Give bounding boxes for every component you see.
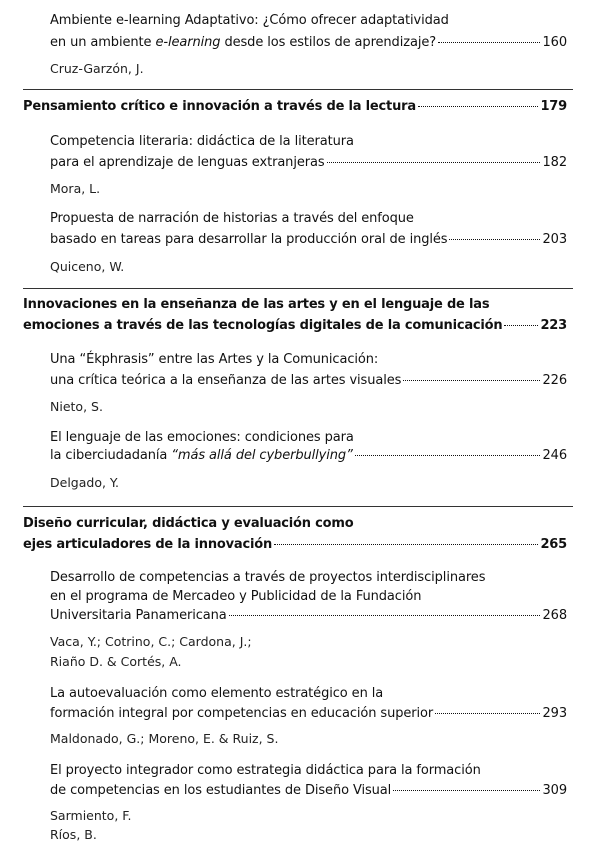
entry-title-line bbox=[50, 155, 567, 170]
section-title-line bbox=[23, 318, 567, 333]
section-title-line: Innovaciones en la enseñanza de las artes y en el lenguaje de las bbox=[23, 297, 490, 312]
dot-leader bbox=[327, 162, 541, 163]
entry-author: Delgado, Y. bbox=[50, 475, 119, 490]
dot-leader bbox=[355, 455, 541, 456]
dot-leader bbox=[418, 106, 539, 107]
entry-author: Riaño D. & Cortés, A. bbox=[50, 654, 182, 669]
entry-title-line: en el programa de Mercadeo y Publicidad de la Fundación bbox=[50, 589, 422, 604]
entry-title-line: Ambiente e-learning Adaptativo: ¿Cómo ofrecer adaptatividad bbox=[50, 13, 449, 28]
entry-title-line: El proyecto integrador como estrategia didáctica para la formación bbox=[50, 763, 481, 778]
dot-leader bbox=[229, 615, 541, 616]
section-title-line: Diseño curricular, didáctica y evaluación como bbox=[23, 516, 354, 531]
entry-title-line bbox=[50, 448, 567, 463]
entry-title-line: Desarrollo de competencias a través de proyectos interdisciplinares bbox=[50, 570, 486, 585]
entry-author: Vaca, Y.; Cotrino, C.; Cardona, J.; bbox=[50, 634, 252, 649]
page-number: 268 bbox=[542, 608, 567, 623]
section-title-line bbox=[23, 99, 567, 114]
page-number: 309 bbox=[542, 783, 567, 798]
entry-title-text: Universitaria Panamericana bbox=[50, 608, 227, 623]
entry-title-line bbox=[50, 608, 567, 623]
entry-title-line bbox=[50, 783, 567, 798]
entry-author: Ríos, B. bbox=[50, 827, 97, 842]
dot-leader bbox=[393, 790, 540, 791]
entry-title-line bbox=[50, 706, 567, 721]
section-divider bbox=[23, 288, 573, 289]
entry-title-line bbox=[50, 35, 567, 50]
entry-author: Quiceno, W. bbox=[50, 259, 125, 274]
page-number: 246 bbox=[542, 448, 567, 463]
entry-title-line: Propuesta de narración de historias a través del enfoque bbox=[50, 211, 414, 226]
section-title-line bbox=[23, 537, 567, 552]
entry-title-text: basado en tareas para desarrollar la producción oral de inglés bbox=[50, 232, 448, 247]
entry-title-line: El lenguaje de las emociones: condiciones para bbox=[50, 430, 354, 445]
entry-title-line: Una “Ékphrasis” entre las Artes y la Comunicación: bbox=[50, 352, 379, 367]
entry-author: Maldonado, G.; Moreno, E. & Ruiz, S. bbox=[50, 731, 279, 746]
entry-author: Nieto, S. bbox=[50, 399, 103, 414]
entry-title-line bbox=[50, 232, 567, 247]
section-title: emociones a través de las tecnologías digitales de la comunicación bbox=[23, 318, 503, 333]
entry-title-text: una crítica teórica a la enseñanza de las artes visuales bbox=[50, 373, 402, 388]
entry-title-text: formación integral por competencias en educación superior bbox=[50, 706, 434, 721]
entry-title-line: Competencia literaria: didáctica de la literatura bbox=[50, 134, 354, 149]
page-number: 182 bbox=[542, 155, 567, 170]
entry-title-text: de competencias en los estudiantes de Diseño Visual bbox=[50, 783, 392, 798]
dot-leader bbox=[274, 544, 538, 545]
page-number: 160 bbox=[542, 35, 567, 50]
dot-leader bbox=[403, 380, 540, 381]
page-number: 226 bbox=[542, 373, 567, 388]
entry-title-line bbox=[50, 373, 567, 388]
dot-leader bbox=[435, 713, 540, 714]
page-number: 179 bbox=[540, 99, 567, 114]
entry-title-text: la ciberciudadanía “más allá del cyberbullying” bbox=[50, 448, 353, 463]
section-title: ejes articuladores de la innovación bbox=[23, 537, 273, 552]
page-number: 293 bbox=[542, 706, 567, 721]
section-divider bbox=[23, 89, 573, 90]
page-number: 265 bbox=[540, 537, 567, 552]
entry-author: Cruz-Garzón, J. bbox=[50, 61, 144, 76]
page-number: 223 bbox=[540, 318, 567, 333]
section-divider bbox=[23, 506, 573, 507]
entry-author: Mora, L. bbox=[50, 181, 101, 196]
dot-leader bbox=[504, 325, 538, 326]
page-number: 203 bbox=[542, 232, 567, 247]
entry-title-line: La autoevaluación como elemento estratégico en la bbox=[50, 686, 384, 701]
entry-title-text: en un ambiente e-learning desde los estilos de aprendizaje? bbox=[50, 35, 437, 50]
section-title: Pensamiento crítico e innovación a través de la lectura bbox=[23, 99, 416, 114]
dot-leader bbox=[438, 42, 540, 43]
dot-leader bbox=[449, 239, 540, 240]
entry-author: Sarmiento, F. bbox=[50, 808, 132, 823]
entry-title-text: para el aprendizaje de lenguas extranjeras bbox=[50, 155, 325, 170]
